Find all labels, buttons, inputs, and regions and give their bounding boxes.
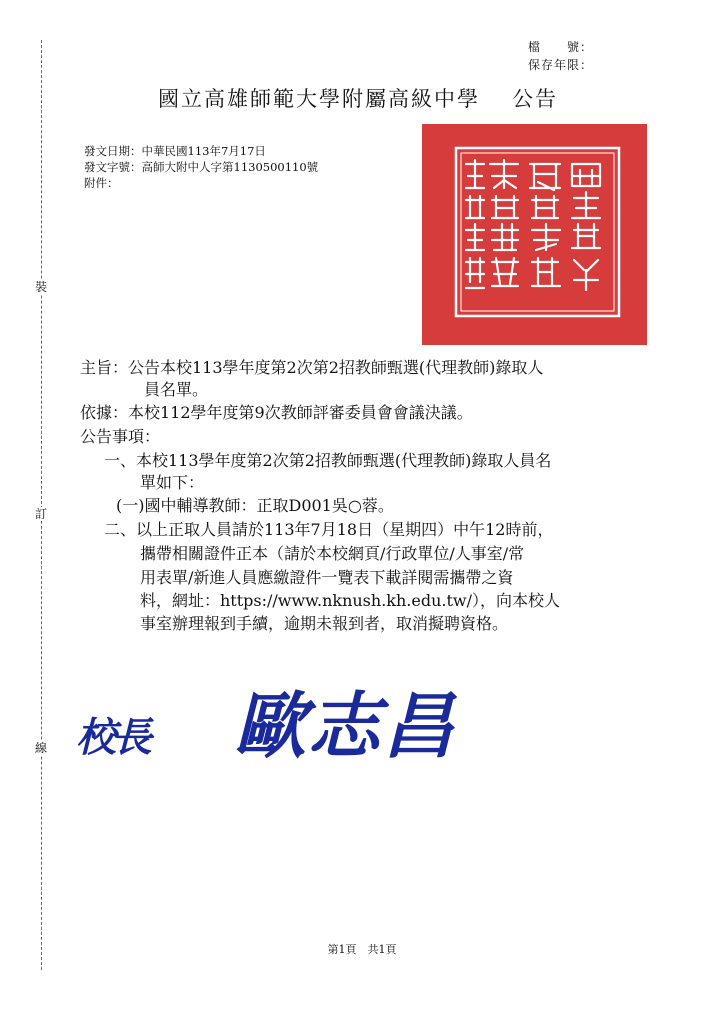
subject-line-2: 員名單。 bbox=[144, 380, 209, 399]
binding-mark-bottom: 線 bbox=[34, 741, 47, 755]
issue-date: 發文日期：中華民國113年7月17日 bbox=[84, 144, 266, 158]
retention-period-label: 保存年限： bbox=[528, 58, 594, 72]
item-2-line-2: 攜帶相關證件正本（請於本校網頁/行政單位/人事室/常 bbox=[140, 544, 525, 563]
binding-mark-middle: 訂 bbox=[34, 507, 47, 521]
official-seal-graphic bbox=[422, 124, 647, 345]
official-seal bbox=[422, 124, 647, 345]
item-1-line-1: 一、本校113學年度第2次第2招教師甄選(代理教師)錄取人員名 bbox=[104, 451, 552, 470]
item-1-line-2: 單如下： bbox=[140, 473, 205, 492]
file-number-label: 檔 號： bbox=[528, 40, 594, 54]
subject-line-1: 主旨：公告本校113學年度第2次第2招教師甄選(代理教師)錄取人 bbox=[80, 358, 544, 377]
issuing-organization: 國立高雄師範大學附屬高級中學 bbox=[158, 87, 480, 111]
principal-name-stamp: 歐志昌 bbox=[234, 683, 457, 768]
document-type: 公告 bbox=[512, 87, 558, 111]
items-heading: 公告事項： bbox=[80, 427, 161, 446]
binding-mark-top: 裝 bbox=[34, 280, 47, 294]
item-1-subitem: (一)國中輔導教師：正取D001吳○蓉。 bbox=[116, 496, 394, 515]
binding-line bbox=[41, 40, 42, 970]
reference-number: 發文字號：高師大附中人字第1130500110號 bbox=[84, 160, 319, 174]
item-2-line-1: 二、以上正取人員請於113年7月18日（星期四）中午12時前， bbox=[104, 520, 554, 539]
item-2-line-4: 料，網址：https://www.nknush.kh.edu.tw/），向本校人 bbox=[140, 591, 560, 610]
principal-title-stamp: 校長 bbox=[76, 714, 148, 761]
basis-line: 依據：本校112學年度第9次教師評審委員會會議決議。 bbox=[80, 403, 473, 422]
item-2-line-3: 用表單/新進人員應繳證件一覽表下載詳閱需攜帶之資 bbox=[140, 568, 514, 587]
page-number: 第1頁 共1頁 bbox=[327, 943, 397, 956]
attachment-label: 附件： bbox=[84, 176, 119, 190]
item-2-line-5: 事室辦理報到手續，逾期未報到者，取消擬聘資格。 bbox=[140, 614, 509, 633]
